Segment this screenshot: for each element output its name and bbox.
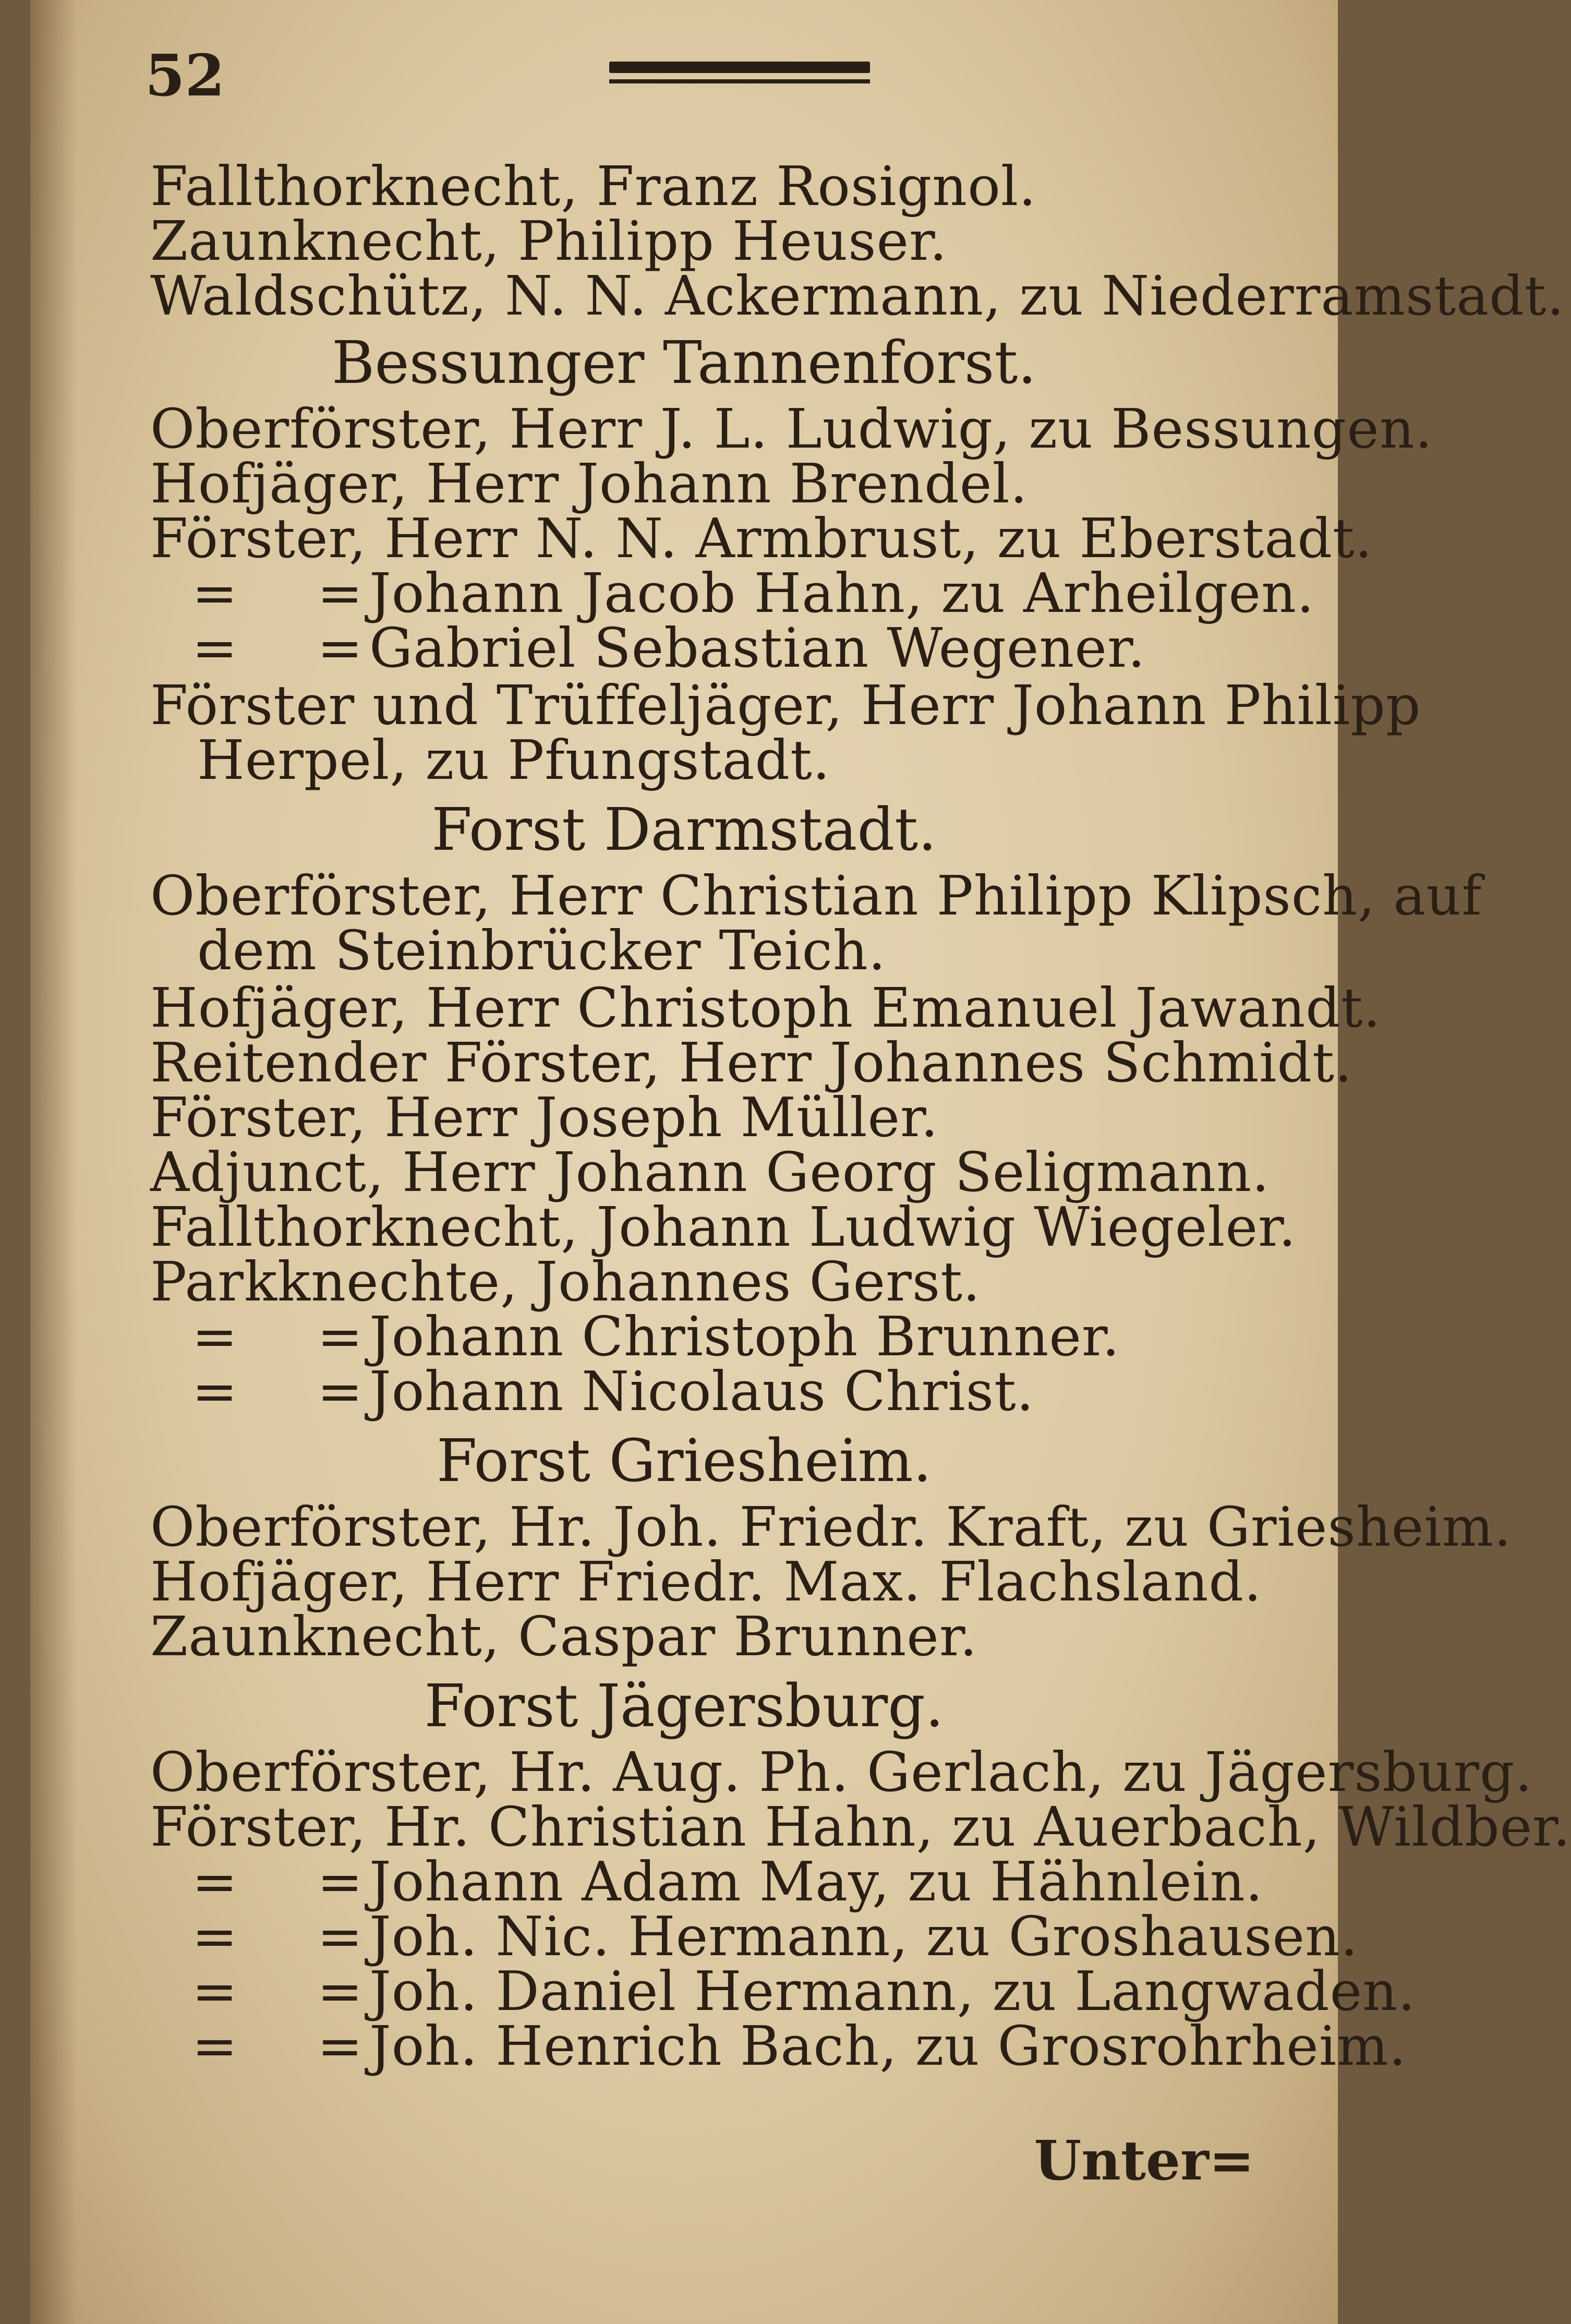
entry-line (192, 616, 1146, 680)
entry-line: Förster, Herr Joseph Müller. (150, 1086, 939, 1149)
entry-line: Fallthorknecht, Johann Ludwig Wiegeler. (150, 1195, 1297, 1259)
section-heading: Bessunger Tannenforst. (332, 329, 1036, 397)
ditto-marks: = = (192, 1905, 394, 1968)
ditto-marks: = = (192, 1305, 394, 1368)
ditto-marks: = = (192, 561, 394, 625)
entry-line: Förster und Trüffeljäger, Herr Johann Philipp (150, 673, 1421, 737)
entry-text: Joh. Nic. Hermann, zu Groshausen. (369, 1905, 1359, 1968)
entry-line: Waldschütz, N. N. Ackermann, zu Niederramstadt. (150, 264, 1565, 328)
entry-line: Hofjäger, Herr Johann Brendel. (150, 452, 1028, 515)
page-text (30, 0, 1571, 2324)
entry-line: Oberförster, Herr Christian Philipp Klipsch, auf (150, 864, 1482, 928)
entry-line: Zaunknecht, Philipp Heuser. (150, 209, 948, 273)
entry-line: Parkknechte, Johannes Gerst. (150, 1250, 981, 1314)
entry-line: Zaunknecht, Caspar Brunner. (150, 1605, 978, 1668)
entry-line: Reitender Förster, Herr Johannes Schmidt. (150, 1031, 1352, 1094)
entry-line (192, 561, 1315, 625)
entry-line: Förster, Hr. Christian Hahn, zu Auerbach, Wildber. (150, 1795, 1571, 1859)
entry-text: Johann Christoph Brunner. (369, 1305, 1120, 1368)
entry-text: Joh. Daniel Hermann, zu Langwaden. (369, 1959, 1416, 2023)
entry-continuation: Herpel, zu Pfungstadt. (197, 728, 830, 792)
entry-line (192, 1905, 1359, 1968)
ditto-marks: = = (192, 616, 394, 680)
section-heading: Forst Darmstadt. (431, 796, 937, 864)
entry-line: Förster, Herr N. N. Armbrust, zu Eberstadt. (150, 507, 1373, 570)
entry-text: Johann Nicolaus Christ. (369, 1359, 1034, 1423)
entry-line: Fallthorknecht, Franz Rosignol. (150, 154, 1037, 218)
section-heading: Forst Griesheim. (436, 1427, 932, 1495)
entry-line (192, 2014, 1407, 2078)
page-number: 52 (145, 42, 225, 109)
entry-line (192, 1305, 1120, 1368)
entry-line: Hofjäger, Herr Christoph Emanuel Jawandt. (150, 976, 1381, 1040)
header-ornament-rule (609, 62, 870, 83)
entry-line: Oberförster, Hr. Joh. Friedr. Kraft, zu Griesheim. (150, 1495, 1512, 1559)
entry-line: Hofjäger, Herr Friedr. Max. Flachsland. (150, 1550, 1262, 1613)
entry-line (192, 1850, 1263, 1913)
entry-continuation: dem Steinbrücker Teich. (197, 919, 886, 982)
catchword: Unter= (1034, 2128, 1254, 2193)
entry-line (192, 1959, 1416, 2023)
ditto-marks: = = (192, 1959, 394, 2023)
entry-line: Oberförster, Hr. Aug. Ph. Gerlach, zu Jägersburg. (150, 1740, 1533, 1804)
book-page (30, 0, 1571, 2324)
entry-text: Joh. Henrich Bach, zu Grosrohrheim. (369, 2014, 1407, 2078)
entry-line: Oberförster, Herr J. L. Ludwig, zu Bessungen. (150, 397, 1433, 461)
entry-text: Gabriel Sebastian Wegener. (369, 616, 1146, 680)
ditto-marks: = = (192, 1359, 394, 1423)
entry-text: Johann Adam May, zu Hähnlein. (369, 1850, 1263, 1913)
entry-line: Adjunct, Herr Johann Georg Seligmann. (150, 1140, 1270, 1204)
ditto-marks: = = (192, 2014, 394, 2078)
entry-text: Johann Jacob Hahn, zu Arheilgen. (369, 561, 1315, 625)
ditto-marks: = = (192, 1850, 394, 1913)
entry-line (192, 1359, 1034, 1423)
section-heading: Forst Jägersburg. (424, 1672, 944, 1740)
